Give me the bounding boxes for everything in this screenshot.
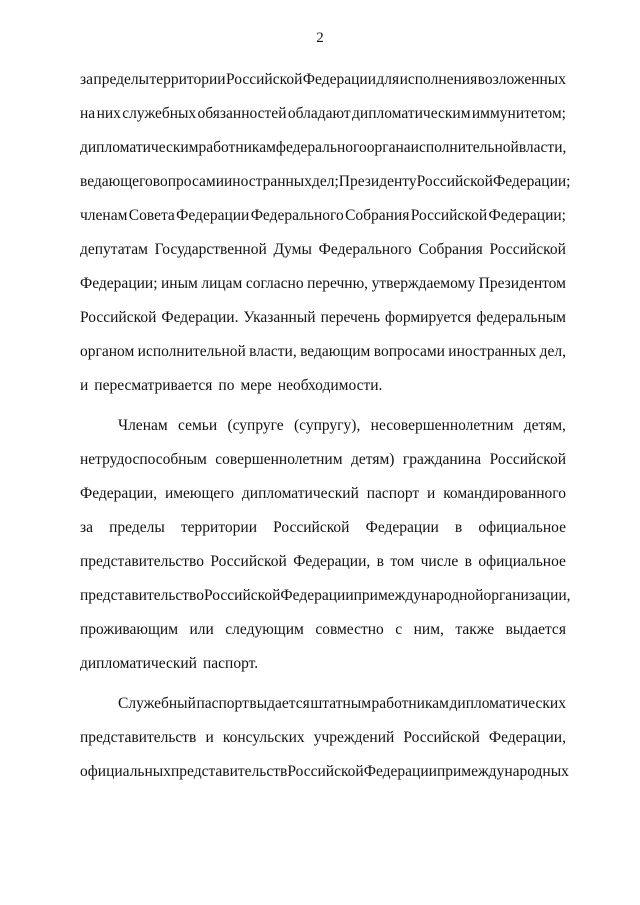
word: выдается — [249, 695, 310, 712]
word: иностранных — [224, 173, 312, 190]
text-line — [80, 172, 571, 192]
word: пересматривается — [94, 377, 213, 394]
word: иным — [161, 275, 198, 292]
word: том — [390, 553, 415, 570]
word: представительств — [170, 763, 288, 780]
word: вопросами — [152, 173, 224, 190]
word: семьи — [178, 417, 218, 434]
word: федерального — [275, 139, 367, 156]
word: официальных — [80, 763, 171, 780]
word: Российской — [416, 173, 493, 190]
word: Собрания — [418, 241, 483, 258]
word: имеющего — [164, 485, 235, 502]
word: Указанный — [243, 309, 316, 326]
word: Государственной — [154, 241, 267, 258]
word: на — [80, 105, 96, 122]
word: дипломатическим — [352, 105, 471, 122]
word: Думы — [273, 241, 312, 258]
word: Российской — [273, 519, 350, 536]
word: в — [464, 553, 472, 570]
text-line — [118, 694, 566, 714]
word: исполнительной — [137, 343, 246, 360]
word: также — [455, 621, 495, 638]
word: следующим — [225, 621, 304, 638]
word: за — [80, 519, 94, 536]
text-line — [80, 274, 566, 294]
word: совместно — [315, 621, 384, 638]
word: при — [353, 587, 378, 604]
word: организации, — [483, 587, 571, 604]
text-line — [80, 70, 566, 90]
word: мере — [240, 377, 272, 394]
word: представительство — [80, 587, 205, 604]
word: дипломатический — [80, 655, 197, 672]
word: территории — [180, 519, 257, 536]
word: Федерации — [363, 763, 437, 780]
text-line — [80, 728, 566, 748]
word: гражданина — [402, 451, 482, 468]
page-number: 2 — [316, 30, 324, 46]
word: перечень — [320, 309, 381, 326]
word: нетрудоспособным — [80, 451, 207, 468]
text-line — [80, 762, 569, 782]
word: выдается — [505, 621, 566, 638]
word: несовершеннолетним — [370, 417, 514, 434]
word: членам — [80, 207, 128, 224]
word: или — [189, 621, 214, 638]
word: для — [376, 71, 400, 88]
word: детям) — [351, 451, 395, 468]
word: Российской — [403, 729, 480, 746]
text-line — [80, 376, 566, 396]
text-line — [80, 518, 566, 538]
word: паспорт — [196, 695, 249, 712]
word: Служебный — [118, 695, 196, 712]
word: международной — [377, 587, 484, 604]
text-line — [80, 104, 566, 124]
word: проживающим — [80, 621, 179, 638]
text-line — [80, 450, 566, 470]
word: Федерального — [250, 207, 344, 224]
word: Российской — [204, 587, 281, 604]
text-line — [80, 552, 566, 572]
word: перечню, — [307, 275, 369, 292]
word: Федерации — [302, 71, 376, 88]
text-line — [80, 206, 566, 226]
text-line — [80, 484, 566, 504]
word: ведающего — [80, 173, 153, 190]
word: работникам — [371, 695, 449, 712]
word: необходимости. — [277, 377, 383, 394]
word: официальное — [478, 519, 566, 536]
word: власти, — [518, 139, 567, 156]
word: пределы — [93, 71, 150, 88]
word: Российской — [489, 451, 566, 468]
word: Федерального — [318, 241, 412, 258]
text-line — [80, 586, 571, 606]
text-line — [118, 416, 566, 436]
word: пределы — [109, 519, 165, 536]
word: Российской — [489, 241, 566, 258]
word: паспорт. — [202, 655, 259, 672]
word: Российской — [287, 763, 364, 780]
word: официальное — [478, 553, 566, 570]
word: Членам — [118, 417, 168, 434]
word: Федерации, — [488, 729, 566, 746]
word: Российской — [80, 309, 157, 326]
word: Совета — [128, 207, 175, 224]
word: и — [205, 729, 214, 746]
word: согласно — [245, 275, 304, 292]
text-line — [80, 342, 566, 362]
word: по — [218, 377, 235, 394]
word: иностранных — [448, 343, 537, 360]
word: иммунитетом; — [471, 105, 566, 122]
word: органа — [366, 139, 411, 156]
word: ведающим — [300, 343, 371, 360]
word: командированного — [443, 485, 566, 502]
word: Федерации; — [492, 173, 571, 190]
word: обязанностей — [197, 105, 287, 122]
word: Российской — [225, 71, 303, 88]
word: Федерации — [365, 519, 439, 536]
word: обладают — [287, 105, 351, 122]
word: Федерации — [280, 587, 354, 604]
word: Президенту — [338, 173, 417, 190]
word: в — [454, 519, 463, 536]
word: органом — [80, 343, 135, 360]
text-line — [80, 308, 566, 328]
word: Федерации; — [80, 275, 158, 292]
word: служебных — [122, 105, 197, 122]
word: власти, — [249, 343, 297, 360]
word: международных — [461, 763, 569, 780]
word: Российской — [210, 553, 287, 570]
word: Федерации, — [80, 485, 158, 502]
word: при — [436, 763, 462, 780]
word: исполнительной — [410, 139, 519, 156]
text-line — [80, 654, 566, 674]
word: исполнения — [399, 71, 478, 88]
word: представительств — [80, 729, 197, 746]
word: и — [80, 377, 89, 394]
word: ним, — [413, 621, 444, 638]
text-line — [80, 240, 566, 260]
word: в — [376, 553, 384, 570]
word: консульских — [222, 729, 305, 746]
word: с — [395, 621, 403, 638]
word: вопросами — [373, 343, 445, 360]
word: федеральным — [476, 309, 566, 326]
word: и — [427, 485, 436, 502]
word: возложенных — [477, 71, 566, 88]
word: депутатам — [80, 241, 148, 258]
word: территории — [149, 71, 226, 88]
word: формируется — [385, 309, 472, 326]
text-line — [80, 620, 566, 640]
word: утверждаемому — [371, 275, 476, 292]
word: дел, — [539, 343, 566, 360]
text-line — [80, 138, 566, 158]
word: числе — [420, 553, 459, 570]
word: дипломатический — [241, 485, 359, 502]
word: дел; — [311, 173, 339, 190]
word: дипломатических — [449, 695, 566, 712]
word: Федерации. — [161, 309, 239, 326]
word: работникам — [198, 139, 276, 156]
word: Российской — [410, 207, 488, 224]
word: (супругу), — [294, 417, 361, 434]
word: детям, — [523, 417, 566, 434]
word: совершеннолетним — [215, 451, 343, 468]
word: Президентом — [478, 275, 566, 292]
word: Собрания — [345, 207, 410, 224]
word: за — [80, 71, 94, 88]
word: Федерации — [176, 207, 250, 224]
word: представительство — [80, 553, 205, 570]
word: Федерации, — [293, 553, 371, 570]
word: учреждений — [313, 729, 395, 746]
word: штатным — [310, 695, 371, 712]
word: лицам — [201, 275, 243, 292]
word: дипломатическим — [80, 139, 199, 156]
word: паспорт — [366, 485, 420, 502]
word: них — [96, 105, 121, 122]
word: Федерации; — [488, 207, 566, 224]
word: (супруге — [227, 417, 284, 434]
